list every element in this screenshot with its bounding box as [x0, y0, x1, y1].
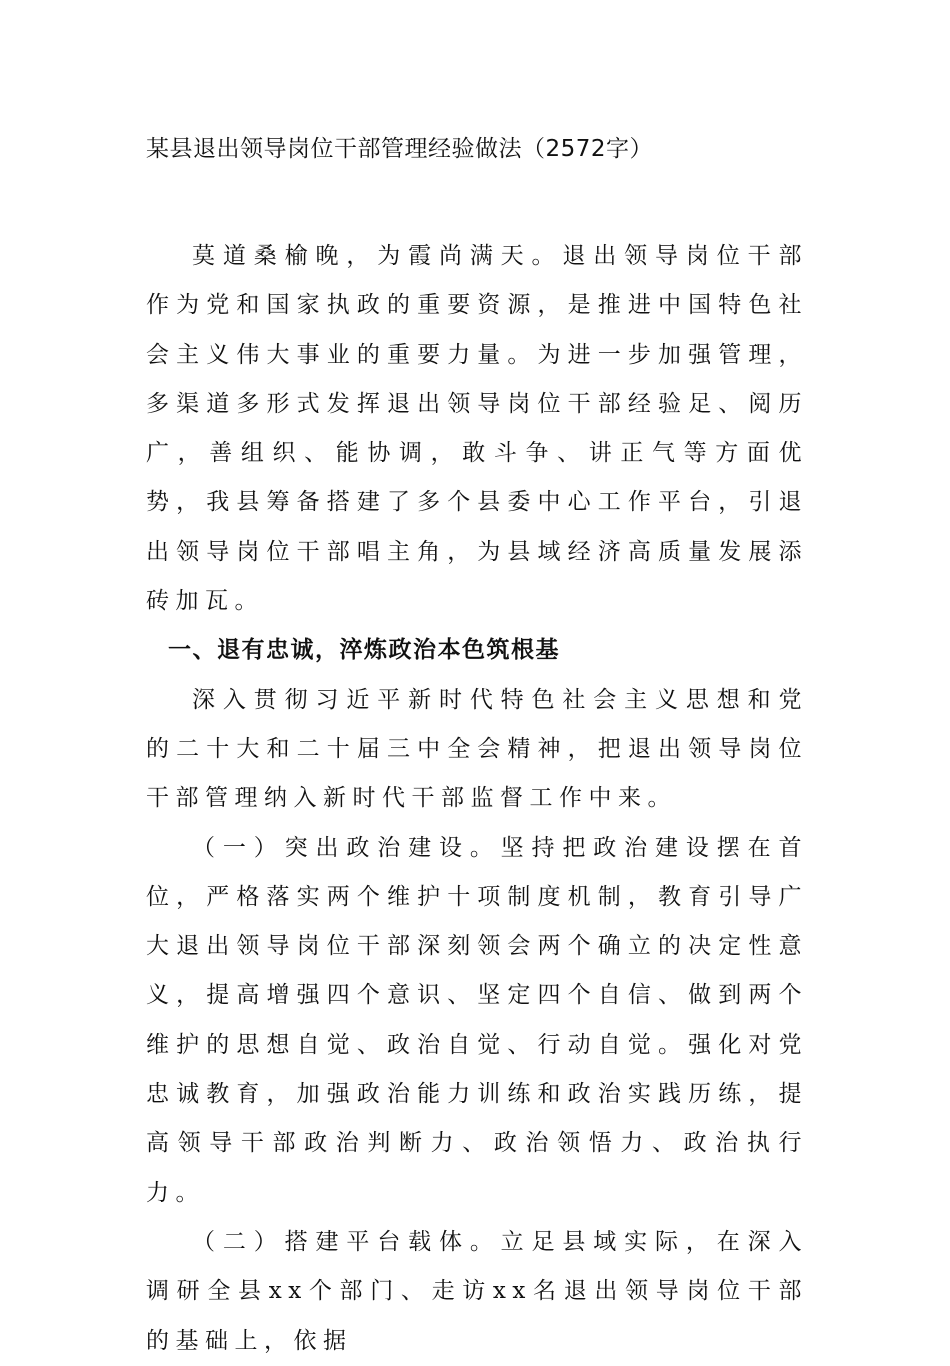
section-1-item-2-paragraph: （二）搭建平台载体。立足县域实际，在深入调研全县xx个部门、走访xx名退出领导岗位干部的基础上，依据	[146, 1228, 808, 1354]
document-body	[146, 232, 808, 1366]
section-heading-1: 一、退有忠诚，淬炼政治本色筑根基	[168, 637, 560, 664]
section-1-lead-paragraph: 深入贯彻习近平新时代特色社会主义思想和党的二十大和二十届三中全会精神，把退出领导岗位干部管理纳入新时代干部监督工作中来。	[146, 686, 808, 812]
section-1-item-1-paragraph: （一）突出政治建设。坚持把政治建设摆在首位，严格落实两个维护十项制度机制，教育引导广大退出领导岗位干部深刻领会两个确立的决定性意义，提高增强四个意识、坚定四个自信、做到两个维护的思想自觉、政治自觉、行动自觉。强化对党忠诚教育，加强政治能力训练和政治实践历练，提高领导干部政治判断力、政治领悟力、政治执行力。	[146, 834, 808, 1206]
intro-paragraph: 莫道桑榆晚，为霞尚满天。退出领导岗位干部作为党和国家执政的重要资源，是推进中国特色社会主义伟大事业的重要力量。为进一步加强管理，多渠道多形式发挥退出领导岗位干部经验足、阅历广，善组织、能协调，敢斗争、讲正气等方面优势，我县筹备搭建了多个县委中心工作平台，引退出领导岗位干部唱主角，为县域经济高质量发展添砖加瓦。	[146, 243, 808, 615]
document-title: 某县退出领导岗位干部管理经验做法（2572字）	[146, 136, 654, 162]
